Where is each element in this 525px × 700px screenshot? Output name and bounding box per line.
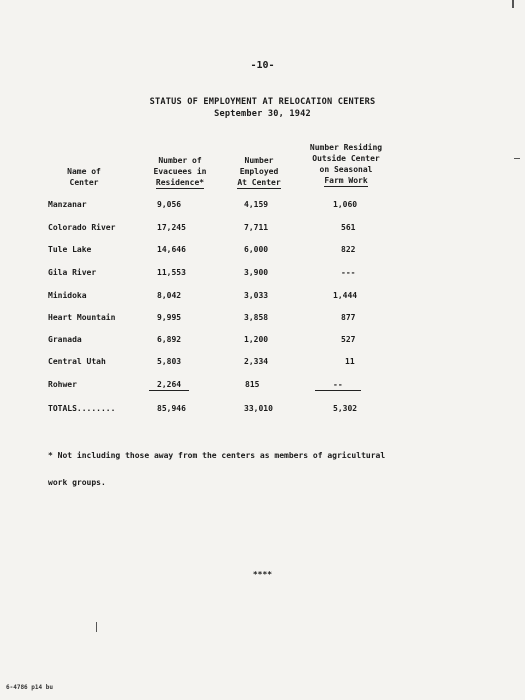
end-stars: **** (252, 570, 273, 579)
header-farm-work: Number Residing Outside Center on Seasonal Farm Work (309, 143, 383, 185)
table-row: Granada 6,892 1,200 527 (48, 335, 356, 344)
table-row: Manzanar 9,056 4,159 1,060 (48, 200, 358, 209)
title-line-2: September 30, 1942 (214, 109, 311, 119)
header-name-of-center: Name of Center (67, 167, 101, 187)
table-title (0, 96, 525, 120)
header-employed: Number Employed At Center (237, 156, 281, 187)
header-evacuees: Number of Evacuees in Residence* (153, 156, 207, 187)
scan-mark (512, 0, 514, 8)
table-row: Colorado River 17,245 7,711 561 (48, 223, 356, 232)
footer-code: 6-4786 p14 bu (6, 684, 53, 691)
page-number: -10- (250, 60, 275, 71)
table-row: Rohwer 2,264 815 -- (0, 380, 525, 392)
table-row: Central Utah 5,803 2,334 11 (48, 357, 355, 366)
table-row: Tule Lake 14,646 6,000 822 (48, 245, 356, 254)
title-line-1: STATUS OF EMPLOYMENT AT RELOCATION CENTERS (149, 97, 376, 107)
table-row: Heart Mountain 9,995 3,858 877 (48, 313, 356, 322)
footnote: * Not including those away from the centers as members of agricultural work groups. (48, 451, 386, 487)
totals-row: TOTALS........ 85,946 33,010 5,302 (48, 404, 358, 413)
scan-mark (96, 622, 97, 632)
scan-mark (514, 158, 520, 159)
table-row: Gila River 11,553 3,900 --- (48, 268, 356, 277)
table-row: Minidoka 8,042 3,033 1,444 (48, 291, 358, 300)
